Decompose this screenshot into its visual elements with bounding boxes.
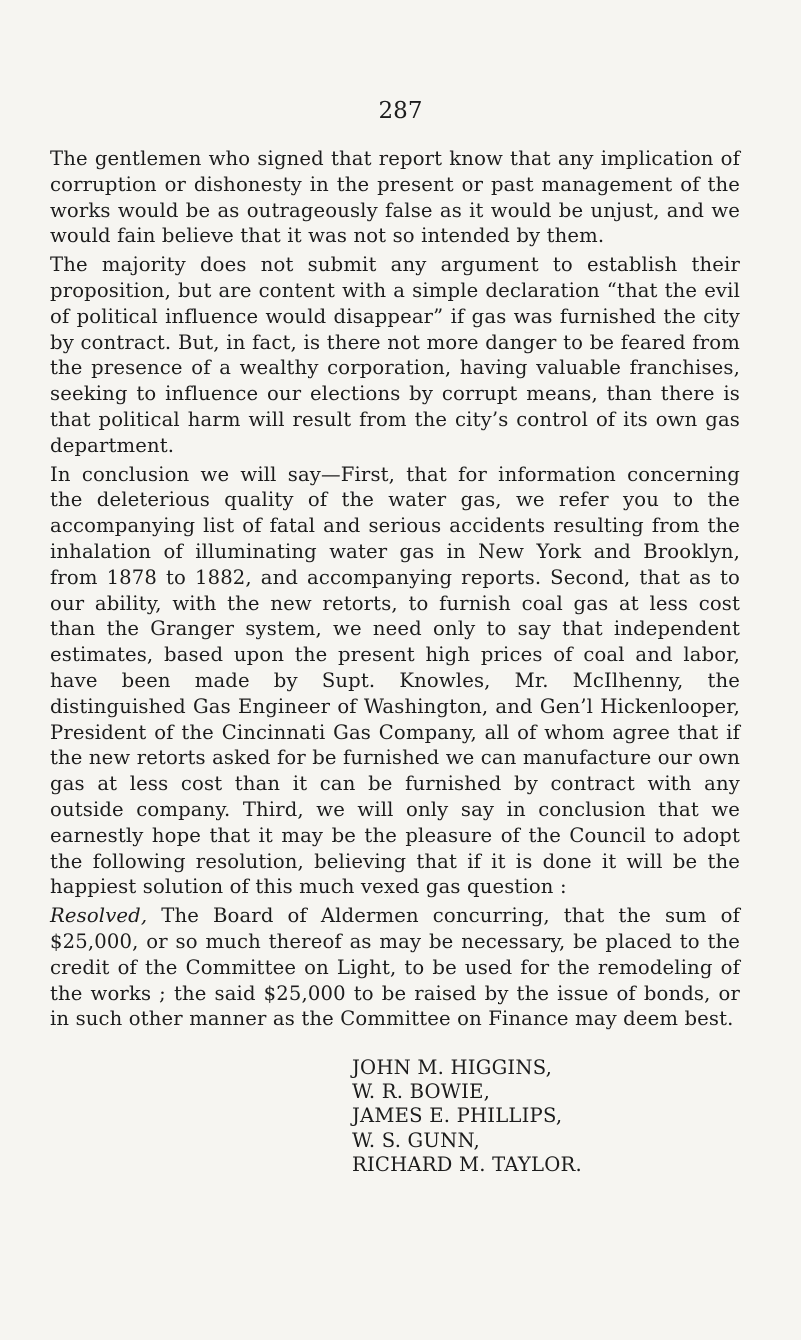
signature-name: W. S. GUNN, [352, 1128, 480, 1152]
paragraph-majority-argument: The majority does not submit any argument to establish their proposition, but are content with a simple declaration “that the evil of political influence would disappear” if gas was furnished the city by contract. But, in fact, is there not more danger to be feared from the presence of a wealthy corporation, having valuable franchises, seeking to influence our elections by corrupt means, than there is that political harm will result from the city’s control of its own gas department. [50, 253, 740, 457]
signature-name: W. R. BOWIE, [352, 1080, 491, 1104]
body-text [50, 146, 740, 1035]
signature-name: RICHARD M. TAYLOR. [352, 1152, 582, 1176]
signature-name: JAMES E. PHILLIPS, [352, 1104, 563, 1128]
paragraph-report-denial: The gentlemen who signed that report know that any implication of corruption or dishonesty in the present or past management of the works would be as outrageously false as it would be unjust, and we would fain believe that it was not so intended by them. [50, 147, 740, 248]
signature-name: JOHN M. HIGGINS, [352, 1056, 553, 1079]
paragraph-resolution [50, 903, 740, 1032]
resolved-label: Resolved, [50, 904, 148, 928]
resolution-text: The Board of Aldermen concurring, that the sum of $25,000, or so much thereof as may be necessary, be placed to the credit of the Committee on Light, to be used for the remodeling of the works ; the said $25,000 to be raised by the issue of bonds, or in such other manner as the Committee on Finance may deem best. [50, 904, 740, 1031]
page-number: 287 [378, 98, 423, 124]
signature-block [352, 1056, 582, 1177]
paragraph-conclusion: In conclusion we will say—First, that for information concerning the deleterious quality of the water gas, we refer you to the accompanying list of fatal and serious accidents resulting from the inhalation of illuminating water gas in New York and Brooklyn, from 1878 to 1882, and accompanying reports. Second, that as to our ability, with the new retorts, to furnish coal gas at less cost than the Granger system, we need only to say that independent estimates, based upon the present high prices of coal and labor, have been made by Supt. Knowles, Mr. McIlhenny, the distinguished Gas Engineer of Washington, and Gen’l Hickenlooper, President of the Cincinnati Gas Company, all of whom agree that if the new retorts asked for be furnished we can manufacture our own gas at less cost than it can be furnished by contract with any outside company. Third, we will only say in conclusion that we earnestly hope that it may be the pleasure of the Council to adopt the following resolution, believing that if it is done it will be the happiest solution of this much vexed gas question : [50, 462, 740, 899]
